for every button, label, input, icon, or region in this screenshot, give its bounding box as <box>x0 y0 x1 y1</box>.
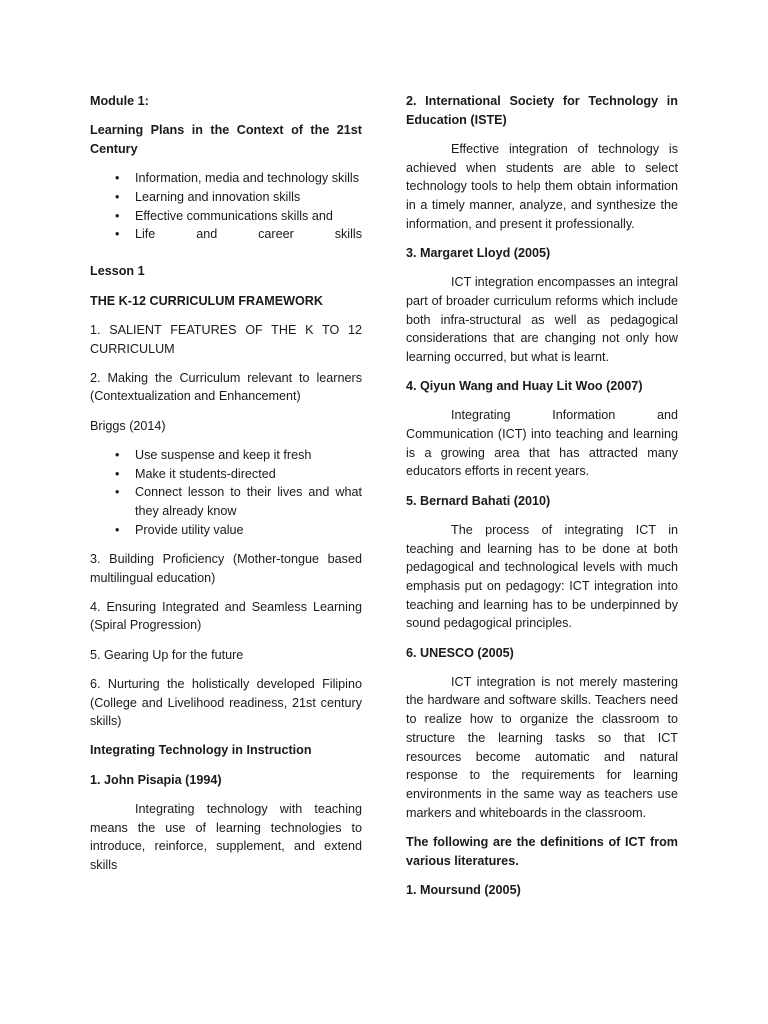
list-item: • Use suspense and keep it fresh <box>90 446 362 465</box>
briggs-title: Briggs (2014) <box>90 418 166 433</box>
skills-list <box>90 169 362 244</box>
feature-5: 5. Gearing Up for the future <box>90 647 244 662</box>
feature-3: 3. Building Proficiency (Mother-tongue based multilingual education) <box>90 551 362 585</box>
pisapia-text: Integrating technology with teaching means the use of learning technologies to introduce, reinforce, supplement, and extend skills <box>90 801 362 872</box>
unesco-text: ICT integration is not merely mastering the hardware and software skills. Teachers need to realize how to organize the classroom to structure the learning tasks so that ICT resources become automatic and natural response to the requirements for learning environments in the same way as teachers use markers and whiteboards in the classroom. <box>406 674 678 820</box>
list-item: • Life and career skills <box>90 225 362 244</box>
unesco-title: 6. UNESCO (2005) <box>406 645 514 660</box>
integrating-title: Integrating Technology in Instruction <box>90 743 312 758</box>
list-item: • Make it students-directed <box>90 465 362 484</box>
module-subtitle: Learning Plans in the Context of the 21st Century <box>90 123 362 156</box>
left-column <box>90 92 362 885</box>
list-item: • Learning and innovation skills <box>90 188 362 207</box>
bahati-title: 5. Bernard Bahati (2010) <box>406 493 551 508</box>
lloyd-title: 3. Margaret Lloyd (2005) <box>406 245 551 260</box>
bahati-text: The process of integrating ICT in teaching and learning has to be done at both pedagogical and technological levels with much emphasis put on pedagogy: ICT integration into teaching and learning has to be underpinned by sound pedagogical principles. <box>406 522 678 631</box>
feature-6: 6. Nurturing the holistically developed Filipino (College and Livelihood readiness, 21st century skills) <box>90 676 362 729</box>
list-item: • Effective communications skills and <box>90 207 362 226</box>
list-item: • Information, media and technology skills <box>90 169 362 188</box>
feature-1: 1. SALIENT FEATURES OF THE K TO 12 CURRICULUM <box>90 322 362 356</box>
right-column <box>406 92 678 910</box>
iste-title: 2. International Society for Technology in Education (ISTE) <box>406 94 678 127</box>
framework-title: THE K-12 CURRICULUM FRAMEWORK <box>90 293 323 308</box>
feature-4: 4. Ensuring Integrated and Seamless Learning (Spiral Progression) <box>90 599 362 633</box>
wang-text: Integrating Information and Communication (ICT) into teaching and learning is a growing area that has attracted many educators efforts in recent years. <box>406 408 678 479</box>
briggs-list <box>90 446 362 540</box>
module-title: Module 1: <box>90 94 149 108</box>
feature-2: 2. Making the Curriculum relevant to learners (Contextualization and Enhancement) <box>90 370 362 404</box>
definitions-title: The following are the definitions of ICT from various literatures. <box>406 834 678 868</box>
wang-title: 4. Qiyun Wang and Huay Lit Woo (2007) <box>406 379 643 394</box>
pisapia-title: 1. John Pisapia (1994) <box>90 772 222 787</box>
lloyd-text: ICT integration encompasses an integral part of broader curriculum reforms which include both infra-structural as well as pedagogical considerations that are changing not only how learning occurred, but what is learnt. <box>406 275 678 364</box>
list-item: • Provide utility value <box>90 521 362 540</box>
list-item: • Connect lesson to their lives and what they already know <box>90 483 362 520</box>
iste-text: Effective integration of technology is achieved when students are able to select technology tools to help them obtain information in a timely manner, analyze, and synthesize the information, and present it professionally. <box>406 141 678 231</box>
moursund-title: 1. Moursund (2005) <box>406 882 521 897</box>
lesson-title: Lesson 1 <box>90 264 145 279</box>
